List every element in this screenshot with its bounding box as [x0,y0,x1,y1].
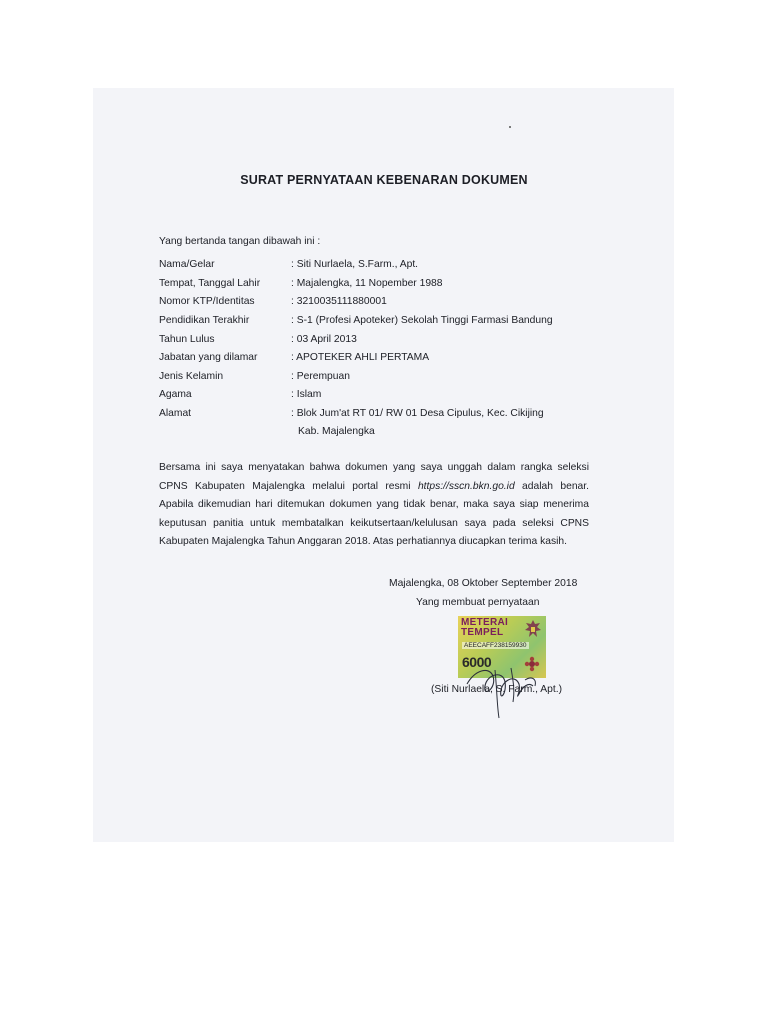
paragraph-line [159,478,589,497]
document-title: SURAT PERNYATAAN KEBENARAN DOKUMEN [240,173,528,187]
place-date: Majalengka, 08 Oktober September 2018 [389,578,578,589]
stamp-serial: AEECAFF238159930 [464,642,527,649]
handwritten-signature [455,640,565,720]
paragraph-text: CPNS Kabupaten Majalengka melalui portal resmi [159,480,418,492]
field-label: Jenis Kelamin [159,370,224,382]
field-value: : 3210035111880001 [291,296,387,307]
field-label: Nomor KTP/Identitas [159,296,255,307]
field-label: Alamat [159,407,192,419]
paragraph-line: keputusan panitia untuk membatalkan keikutsertaan/kelulusan saya pada seleksi CPNS [159,517,589,529]
field-value: : S-1 (Profesi Apoteker) Sekolah Tinggi Farmasi Bandung [291,315,553,326]
field-label: Jabatan yang dilamar [159,352,258,363]
paragraph-line: Kabupaten Majalengka Tahun Anggaran 2018. Atas perhatiannya diucapkan terima kasih. [159,536,567,547]
scan-speck [509,126,511,128]
field-label: Tempat, Tanggal Lahir [159,277,261,289]
signer-caption: Yang membuat pernyataan [416,597,540,608]
garuda-emblem-icon [524,619,542,641]
portal-link: https://sscn.bkn.go.id [417,480,515,492]
stamp-value: 6000 [462,654,492,670]
field-value: : Blok Jum'at RT 01/ RW 01 Desa Cipulus, Kec. Cikijing [291,407,544,419]
field-value: : Siti Nurlaela, S.Farm., Apt. [291,259,419,270]
paragraph-text: adalah benar. [514,480,589,492]
intro-text: Yang bertanda tangan dibawah ini : [159,236,321,247]
field-value: : Majalengka, 11 Nopember 1988 [291,277,443,289]
field-label: Agama [159,389,192,400]
signer-name: (Siti Nurlaela, S. Farm., Apt.) [431,684,563,695]
paragraph-line: Bersama ini saya menyatakan bahwa dokumen yang saya unggah dalam rangka seleksi [159,462,589,473]
field-value: : Islam [291,389,322,400]
field-value: : Perempuan [291,370,350,382]
stamp-header: METERAI TEMPEL [461,617,509,638]
field-value: : APOTEKER AHLI PERTAMA [291,352,430,363]
field-label: Pendidikan Terakhir [159,315,250,326]
field-label: Tahun Lulus [159,333,215,345]
field-value: : 03 April 2013 [291,333,357,345]
paragraph-line: Apabila dikemudian hari ditemukan dokumen yang tidak benar, maka saya siap menerima [159,499,589,510]
statement-paragraph [159,459,589,552]
field-label: Nama/Gelar [159,259,215,270]
address-line-2: Kab. Majalengka [298,426,375,437]
